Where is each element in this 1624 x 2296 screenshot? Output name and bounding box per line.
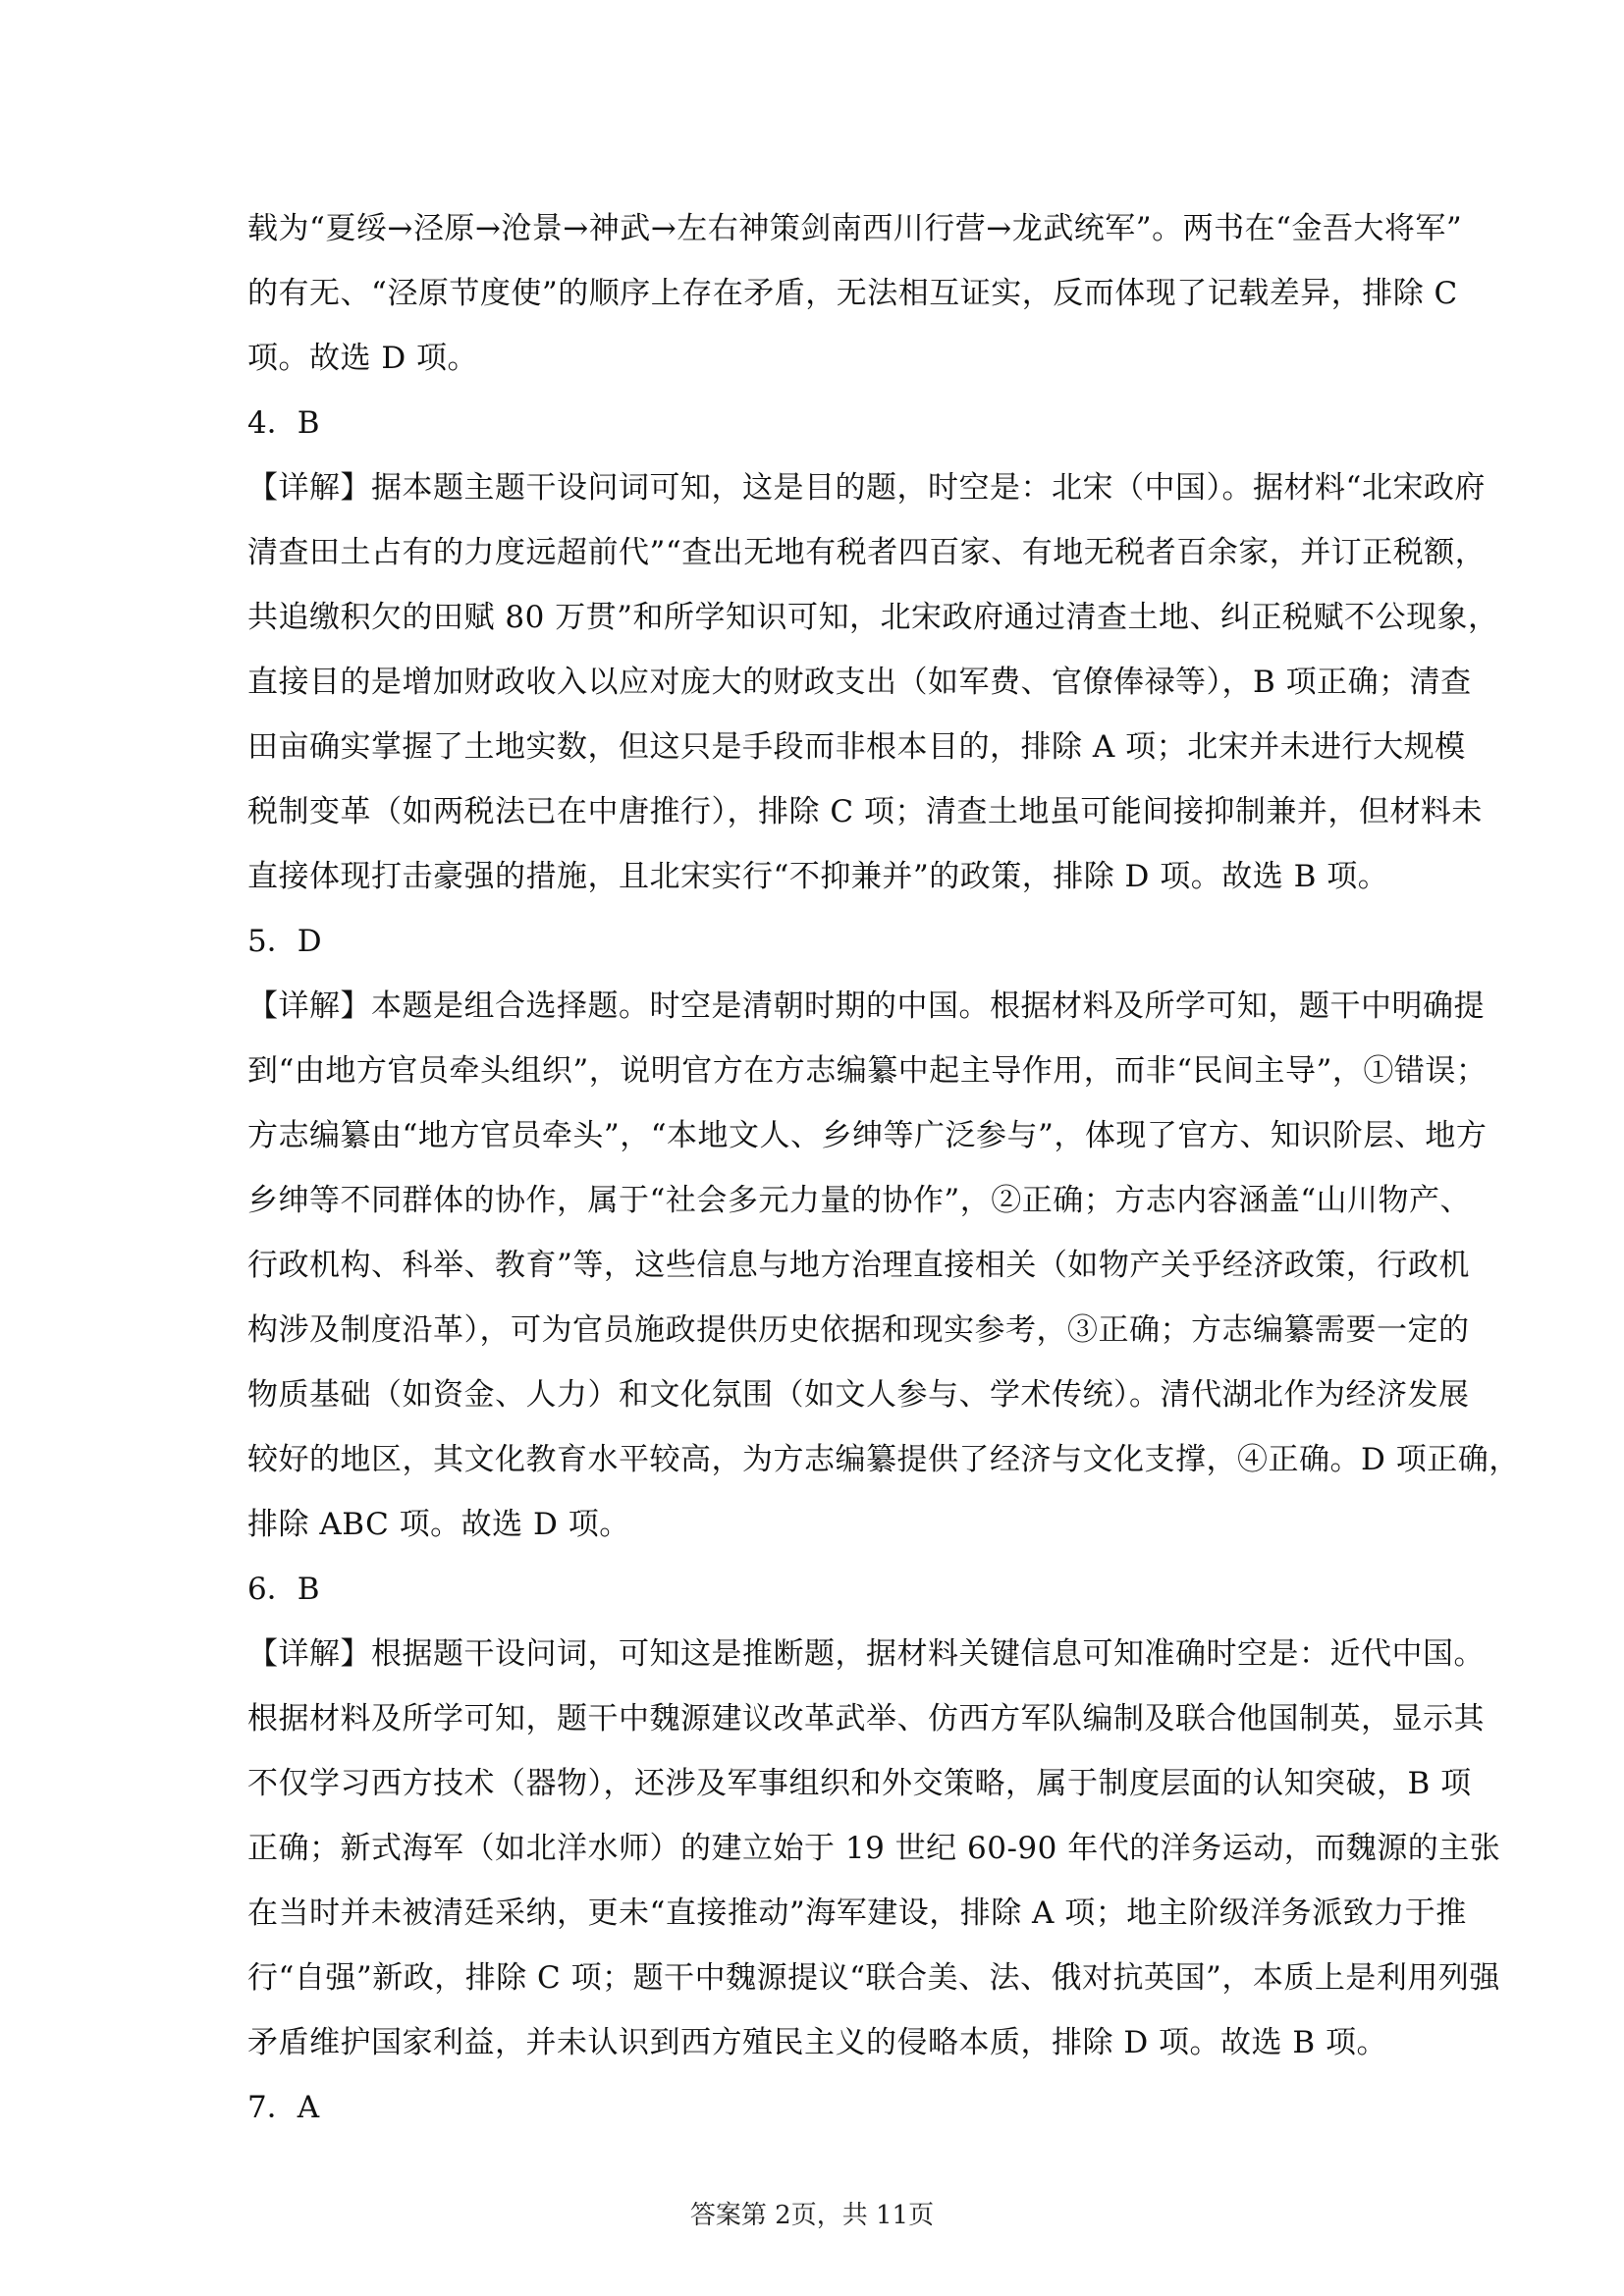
text-line: 构涉及制度沿革），可为官员施政提供历史依据和现实参考，③正确；方志编纂需要一定的 xyxy=(247,1312,1470,1348)
text-line: 根据材料及所学可知，题干中魏源建议改革武举、仿西方军队编制及联合他国制英，显示其 xyxy=(247,1701,1485,1736)
text-line: 乡绅等不同群体的协作，属于“社会多元力量的协作”，②正确；方志内容涵盖“山川物产、 xyxy=(247,1183,1472,1218)
text-line: 直接体现打击豪强的措施，且北宋实行“不抑兼并”的政策，排除 D 项。故选 B 项。 xyxy=(247,859,1389,894)
text-line: 正确；新式海军（如北洋水师）的建立始于 19 世纪 60-90 年代的洋务运动，而魏源的主张 xyxy=(247,1831,1501,1866)
text-line: 排除 ABC 项。故选 D 项。 xyxy=(247,1507,630,1542)
answer-heading: 6．B xyxy=(247,1572,320,1607)
text-line: 税制变革（如两税法已在中唐推行），排除 C 项；清查土地虽可能间接抑制兼并，但材料未 xyxy=(247,794,1483,829)
document-body xyxy=(247,196,1520,2140)
answer-heading: 5．D xyxy=(247,924,322,959)
text-line: 田亩确实掌握了土地实数，但这只是手段而非根本目的，排除 A 项；北宋并未进行大规模 xyxy=(247,729,1466,765)
text-line: 行“自强”新政，排除 C 项；题干中魏源提议“联合美、法、俄对抗英国”，本质上是利用列强 xyxy=(247,1960,1500,1996)
text-line: 【详解】据本题主题干设问词可知，这是目的题，时空是：北宋（中国）。据材料“北宋政府 xyxy=(247,470,1486,506)
text-line: 较好的地区，其文化教育水平较高，为方志编纂提供了经济与文化支撑，④正确。D 项正确， xyxy=(247,1442,1520,1477)
text-line: 【详解】本题是组合选择题。时空是清朝时期的中国。根据材料及所学可知，题干中明确提 xyxy=(247,988,1485,1024)
text-line: 在当时并未被清廷采纳，更未“直接推动”海军建设，排除 A 项；地主阶级洋务派致力于推 xyxy=(247,1896,1467,1931)
text-line: 物质基础（如资金、人力）和文化氛围（如文人参与、学术传统）。清代湖北作为经济发展 xyxy=(247,1377,1470,1413)
page-footer: 答案第 2页，共 11页 xyxy=(689,2201,935,2230)
text-line: 清查田土占有的力度远超前代”“查出无地有税者四百家、有地无税者百余家，并订正税额， xyxy=(247,535,1487,570)
text-line: 【详解】根据题干设问词，可知这是推断题，据材料关键信息可知准确时空是：近代中国。 xyxy=(247,1636,1485,1672)
text-line: 共追缴积欠的田赋 80 万贯”和所学知识可知，北宋政府通过清查土地、纠正税赋不公现象， xyxy=(247,600,1499,635)
text-line: 到“由地方官员牵头组织”，说明官方在方志编纂中起主导作用，而非“民间主导”，①错误； xyxy=(247,1053,1488,1089)
text-line: 行政机构、科举、教育”等，这些信息与地方治理直接相关（如物产关乎经济政策，行政机 xyxy=(247,1248,1470,1283)
text-line: 直接目的是增加财政收入以应对庞大的财政支出（如军费、官僚俸禄等），B 项正确；清查 xyxy=(247,665,1472,700)
text-line: 载为“夏绥→泾原→沧景→神武→左右神策剑南西川行营→龙武统军”。两书在“金吾大将军” xyxy=(247,211,1463,246)
text-line: 的有无、“泾原节度使”的顺序上存在矛盾，无法相互证实，反而体现了记载差异，排除 C xyxy=(247,276,1458,311)
text-line: 不仅学习西方技术（器物），还涉及军事组织和外交策略，属于制度层面的认知突破，B 项 xyxy=(247,1766,1472,1801)
answer-heading: 7．A xyxy=(247,2090,320,2125)
text-line: 方志编纂由“地方官员牵头”，“本地文人、乡绅等广泛参与”，体现了官方、知识阶层、地方 xyxy=(247,1118,1488,1153)
text-line: 项。故选 D 项。 xyxy=(247,341,479,376)
text-line: 矛盾维护国家利益，并未认识到西方殖民主义的侵略本质，排除 D 项。故选 B 项。 xyxy=(247,2025,1388,2060)
answer-heading: 4．B xyxy=(247,405,320,441)
